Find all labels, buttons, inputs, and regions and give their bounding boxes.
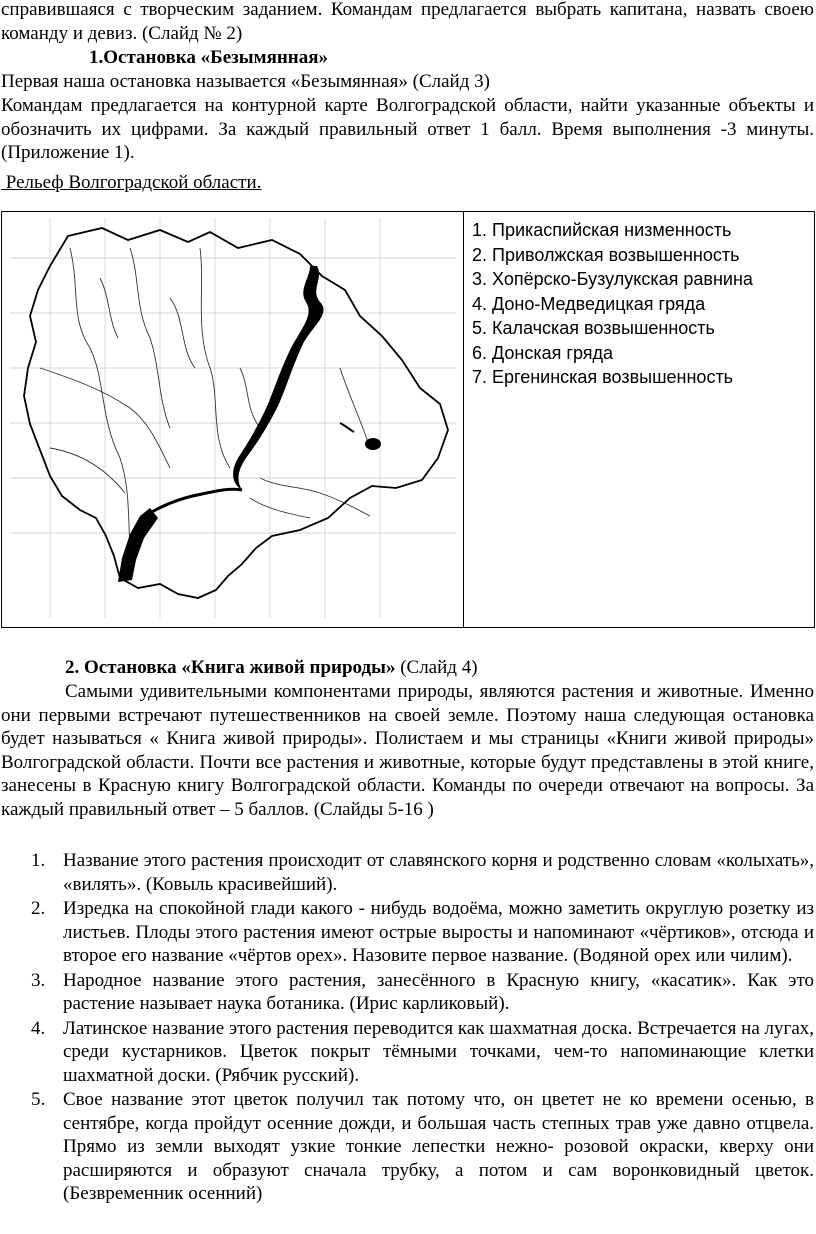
list-item-number: 5. bbox=[31, 1089, 46, 1110]
map-table bbox=[1, 211, 815, 628]
list-item-number: 2. bbox=[31, 898, 46, 919]
list-item bbox=[1, 897, 814, 968]
legend-item: 2. Приволжская возвышенность bbox=[472, 244, 740, 265]
list-item-number: 3. bbox=[31, 969, 46, 991]
legend-item: 4. Доно-Медведицкая гряда bbox=[472, 293, 706, 314]
volgograd-contour-map bbox=[10, 218, 456, 618]
table-column-divider bbox=[463, 212, 464, 627]
list-item bbox=[1, 1017, 814, 1088]
list-item-number: 1. bbox=[31, 850, 46, 871]
list-item-text: Изредка на спокойной глади какого - нибудь водоёма, можно заметить округлую розетку из листьев. Плоды этого растения имеют острые выросты и напоминают «чёртиков», отсюда и второе его название «чёртов орех». Назовите первое название. (Водяной орех или чилим). bbox=[63, 898, 814, 966]
list-item-text: Латинское название этого растения переводится как шахматная доска. Встречается на лугах, среди кустарников. Цветок покрыт тёмными точками, чем-то напоминающие клетки шахматной доски. (Рябчик русский). bbox=[63, 1017, 814, 1086]
legend-item: 3. Хопёрско-Бузулукская равнина bbox=[472, 269, 753, 289]
list-item bbox=[1, 969, 814, 1016]
legend-item: 6. Донская гряда bbox=[472, 342, 614, 363]
stop2-paragraph: Самыми удивительными компонентами природы, являются растения и животные. Именно они первыми встречают путешественников на своей земле. Поэтому наша следующая остановка будет называться « Книга живой природы». Полистаем и мы страницы «Книги живой природы» Волгоградской области. Почти все растения и животные, которые будут представлены в этой книге, занесены в Красную книгу Волгоградской области. Команды по очереди отвечают на вопросы. За каждый правильный ответ – 5 баллов. (Слайды 5-16 ) bbox=[1, 681, 814, 820]
relief-legend bbox=[472, 218, 753, 390]
stop1-heading: 1.Остановка «Безымянная» bbox=[89, 47, 329, 68]
intro-paragraph: справившаяся с творческим заданием. Командам предлагается выбрать капитана, назвать своею команду и девиз. (Слайд № 2) bbox=[1, 0, 814, 44]
legend-item: 5. Калачская возвышенность bbox=[472, 318, 715, 338]
legend-item: 7. Ергенинская возвышенность bbox=[472, 367, 734, 387]
questions-list bbox=[1, 849, 814, 1206]
list-item-number: 4. bbox=[31, 1017, 46, 1039]
list-item bbox=[1, 849, 814, 896]
list-item-text: Свое название этот цветок получил так потому что, он цветет не ко времени осенью, в сентябре, когда пройдут осенние дожди, и большая часть степных трав уже давно отцвела. Прямо из земли выходят узкие тонкие лепестки нежно- розовой окраски, кверху они расширяются и образуют сначала трубку, а потом и сам воронковидный цветок. (Безвременник осенний) bbox=[63, 1089, 814, 1204]
list-item bbox=[1, 1088, 814, 1206]
stop1-task-paragraph: Командам предлагается на контурной карте Волгоградской области, найти указанные объекты и обозначить их цифрами. За каждый правильный ответ 1 балл. Время выполнения -3 минуты. (Приложение 1). bbox=[1, 95, 814, 163]
relief-title: Рельеф Волгоградской области. bbox=[1, 172, 262, 193]
legend-item: 1. Прикаспийская низменность bbox=[472, 220, 732, 240]
list-item-text: Народное название этого растения, занесённого в Красную книгу, «касатик». Как это растение называет наука ботаника. (Ирис карликовый). bbox=[63, 969, 814, 1014]
stop2-heading-bold: 2. Остановка «Книга живой природы» bbox=[65, 657, 396, 678]
stop1-intro-line: Первая наша остановка называется «Безымянная» (Слайд 3) bbox=[1, 71, 490, 92]
stop2-heading bbox=[65, 656, 478, 680]
stop2-heading-slide: (Слайд 4) bbox=[395, 657, 478, 678]
list-item-text: Название этого растения происходит от славянского корня и родственно словам «колыхать», «вилять». (Ковыль красивейший). bbox=[63, 850, 814, 895]
